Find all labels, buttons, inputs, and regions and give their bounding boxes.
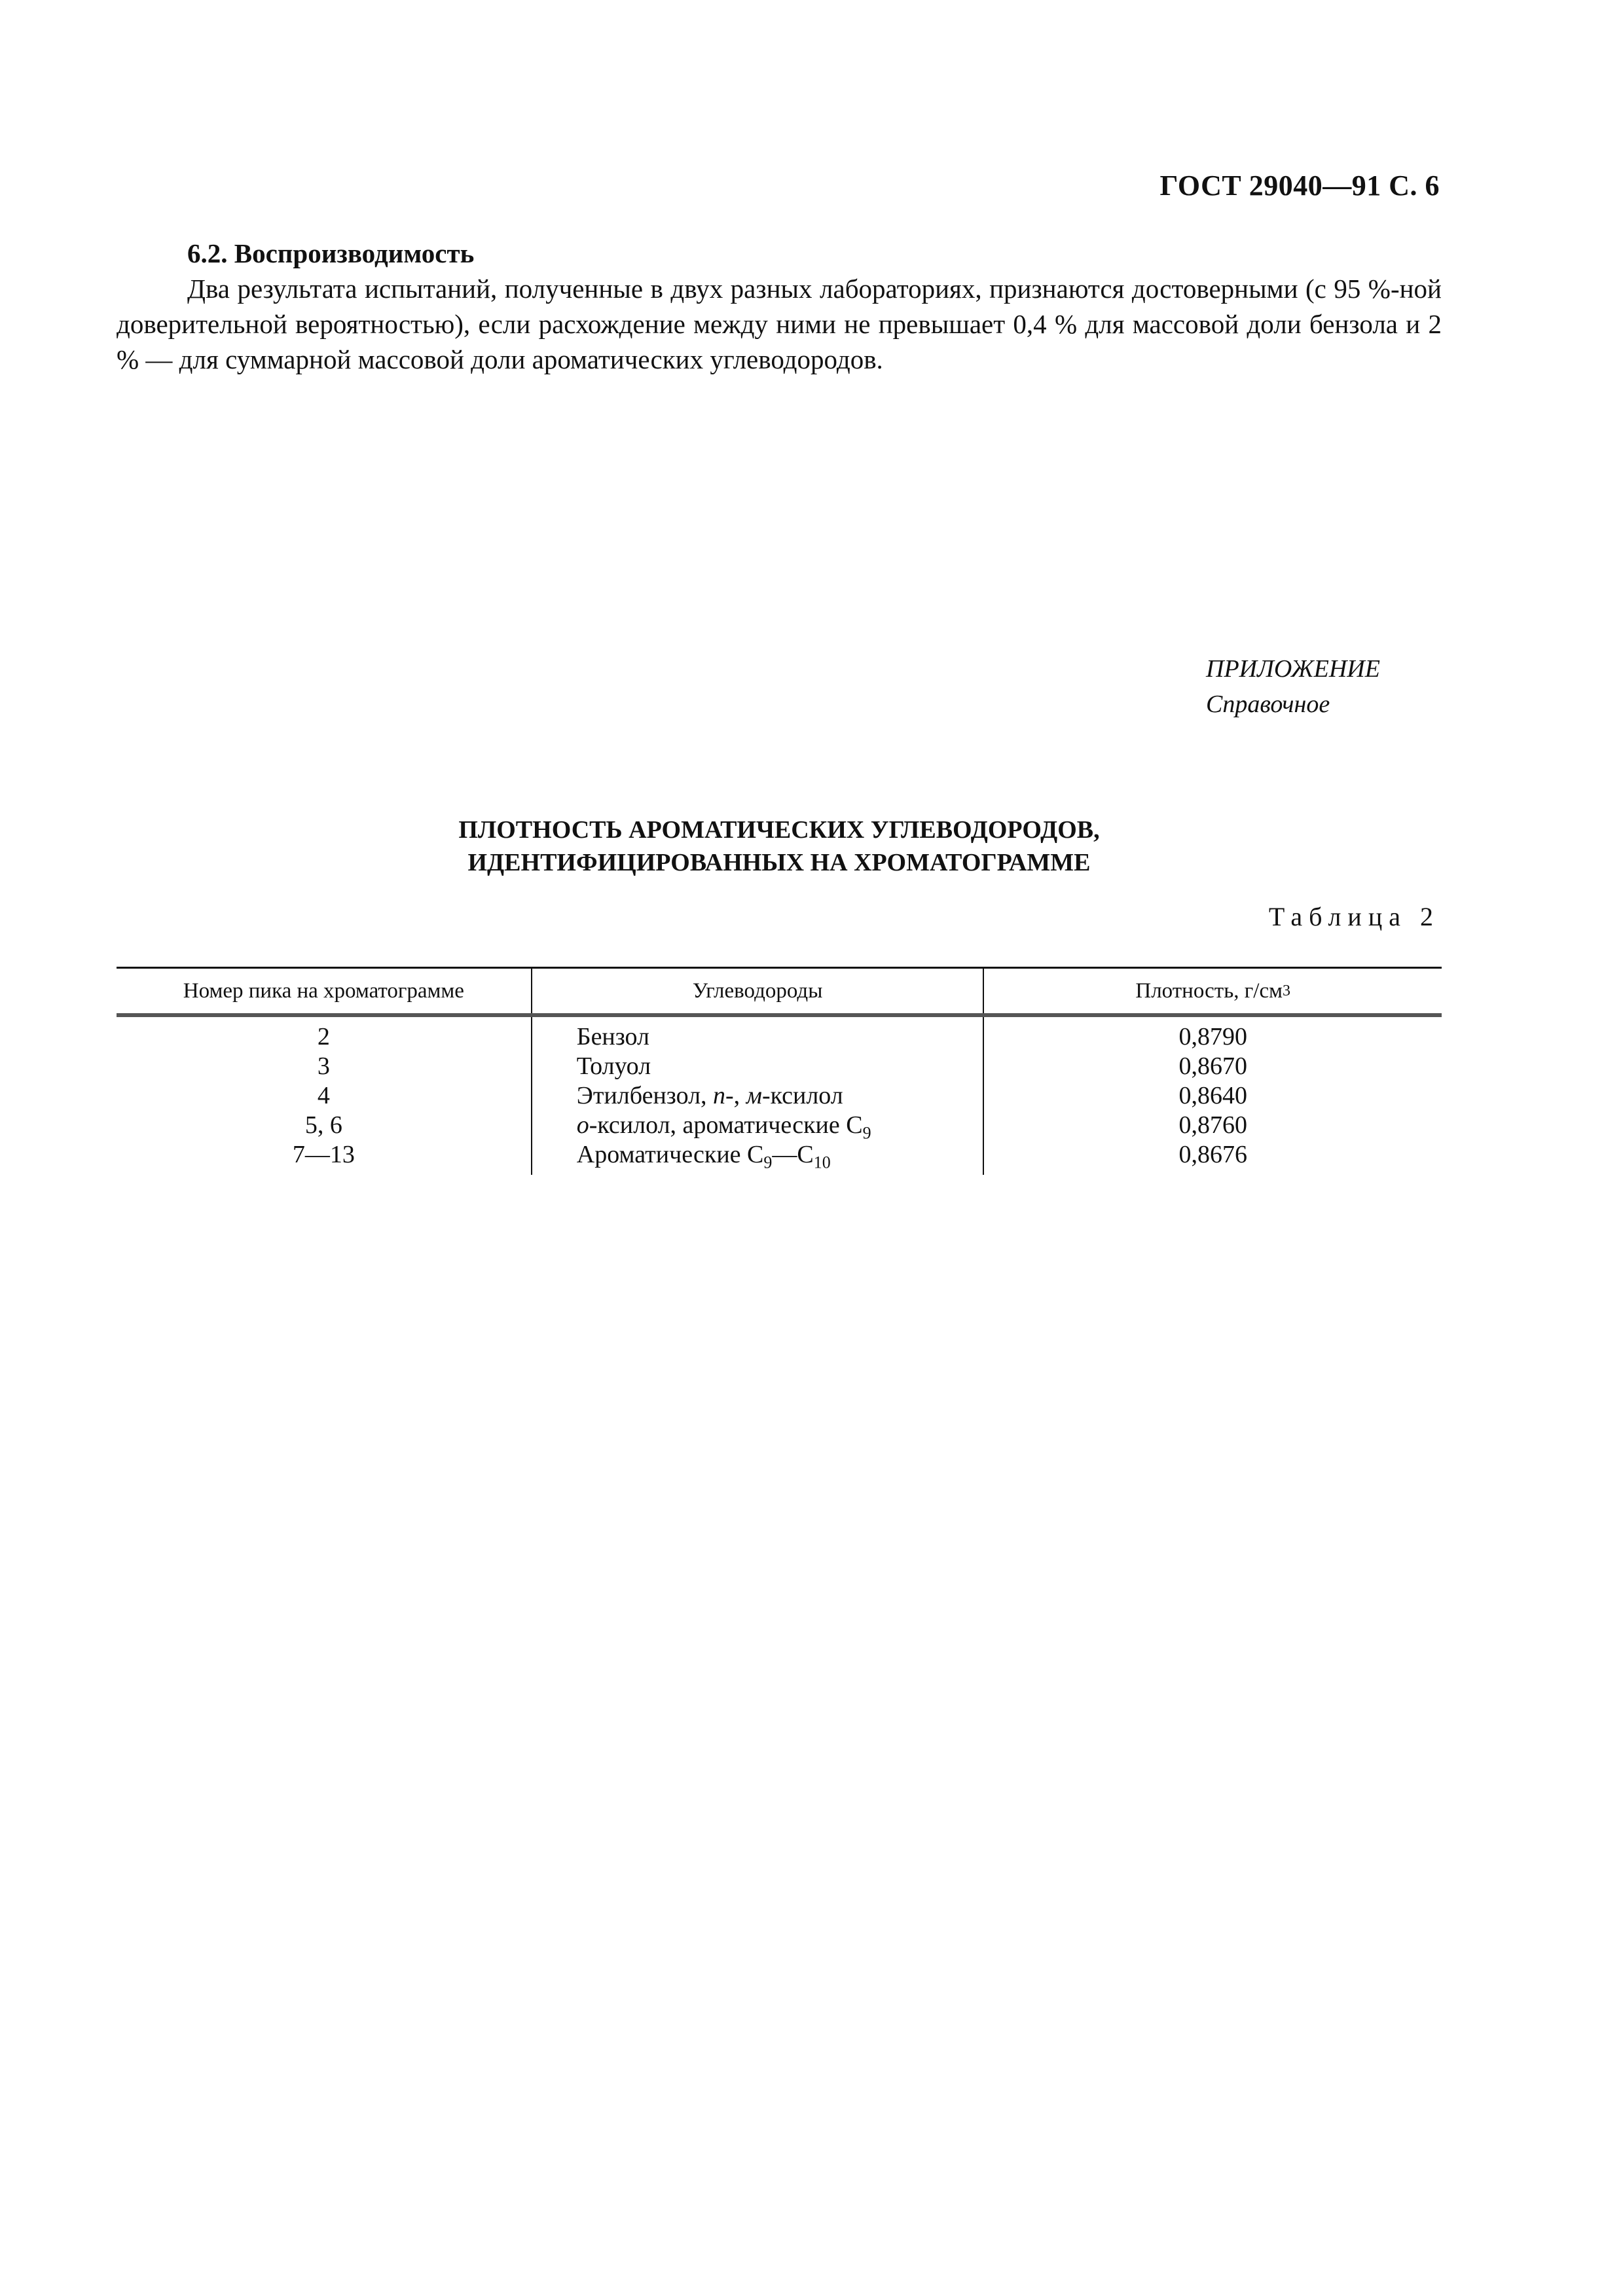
hydrocarbon-text: Ароматические С xyxy=(576,1141,764,1168)
cell-density: 0,8790 xyxy=(1178,1023,1247,1050)
cell-density: 0,8676 xyxy=(1178,1141,1247,1168)
section-paragraph: Два результата испытаний, полученные в двух разных лабораториях, признаются достоверными (с 95 %-ной доверительной вероятностью), если расхождение между ними не превышает 0,4 % для массовой доли бензола и 2 % — для суммарной массовой доли ароматических углеводородов. xyxy=(117,274,1442,374)
header-hydrocarbons: Углеводороды xyxy=(531,969,983,1013)
hydrocarbon-text: Этилбензол, xyxy=(576,1082,714,1109)
cell-peak: 7—13 xyxy=(292,1141,355,1168)
cell-peak: 3 xyxy=(317,1052,330,1080)
hydrocarbon-text: -ксилол xyxy=(761,1082,843,1109)
appendix-label: ПРИЛОЖЕНИЕ xyxy=(1206,655,1380,683)
appendix-type: Справочное xyxy=(1206,691,1330,718)
density-table xyxy=(117,967,1442,1175)
cell-density: 0,8760 xyxy=(1178,1111,1247,1139)
hydrocarbon-italic: м xyxy=(746,1082,762,1109)
table-header-row xyxy=(117,967,1442,1017)
table-label: Таблица 2 xyxy=(1268,902,1440,931)
cell-peak: 2 xyxy=(317,1023,330,1050)
section-reproducibility xyxy=(117,236,1442,377)
document-reference: ГОСТ 29040—91 С. 6 xyxy=(1159,170,1440,202)
title-line-1: ПЛОТНОСТЬ АРОМАТИЧЕСКИХ УГЛЕВОДОРОДОВ, xyxy=(458,816,1100,844)
cell-peak: 4 xyxy=(317,1082,330,1109)
hydrocarbon-italic: п xyxy=(713,1082,726,1109)
cell-hydrocarbon xyxy=(532,1081,983,1111)
cell-peak: 5, 6 xyxy=(304,1111,342,1139)
column-density xyxy=(983,1017,1442,1175)
cell-hydrocarbon xyxy=(532,1111,983,1143)
header-density-text: Плотность, г/см xyxy=(1135,978,1283,1003)
column-peak-numbers xyxy=(117,1017,531,1175)
cell-density: 0,8640 xyxy=(1178,1082,1247,1109)
column-hydrocarbons xyxy=(531,1017,983,1175)
hydrocarbon-subscript: 9 xyxy=(763,1153,773,1172)
hydrocarbon-italic: о xyxy=(576,1111,589,1139)
cell-hydrocarbon: Бензол xyxy=(576,1023,650,1050)
hydrocarbon-subscript: 10 xyxy=(813,1153,831,1172)
hydrocarbon-text: —С xyxy=(772,1141,814,1168)
table-body xyxy=(117,1017,1442,1175)
header-peak-number: Номер пика на хроматограмме xyxy=(183,978,464,1003)
hydrocarbon-text: -, xyxy=(725,1082,746,1109)
appendix-title xyxy=(117,814,1442,879)
cell-hydrocarbon: Толуол xyxy=(576,1052,651,1080)
hydrocarbon-text: -ксилол, ароматические С xyxy=(589,1111,863,1139)
cell-hydrocarbon xyxy=(532,1140,983,1170)
title-line-2: ИДЕНТИФИЦИРОВАННЫХ НА ХРОМАТОГРАММЕ xyxy=(467,849,1091,876)
cell-density: 0,8670 xyxy=(1178,1052,1247,1080)
header-density: Плотность, г/см 3 xyxy=(983,969,1442,1013)
section-heading: 6.2. Воспроизводимость xyxy=(187,238,475,268)
appendix-block xyxy=(1206,651,1380,722)
hydrocarbon-subscript: 9 xyxy=(862,1123,871,1143)
